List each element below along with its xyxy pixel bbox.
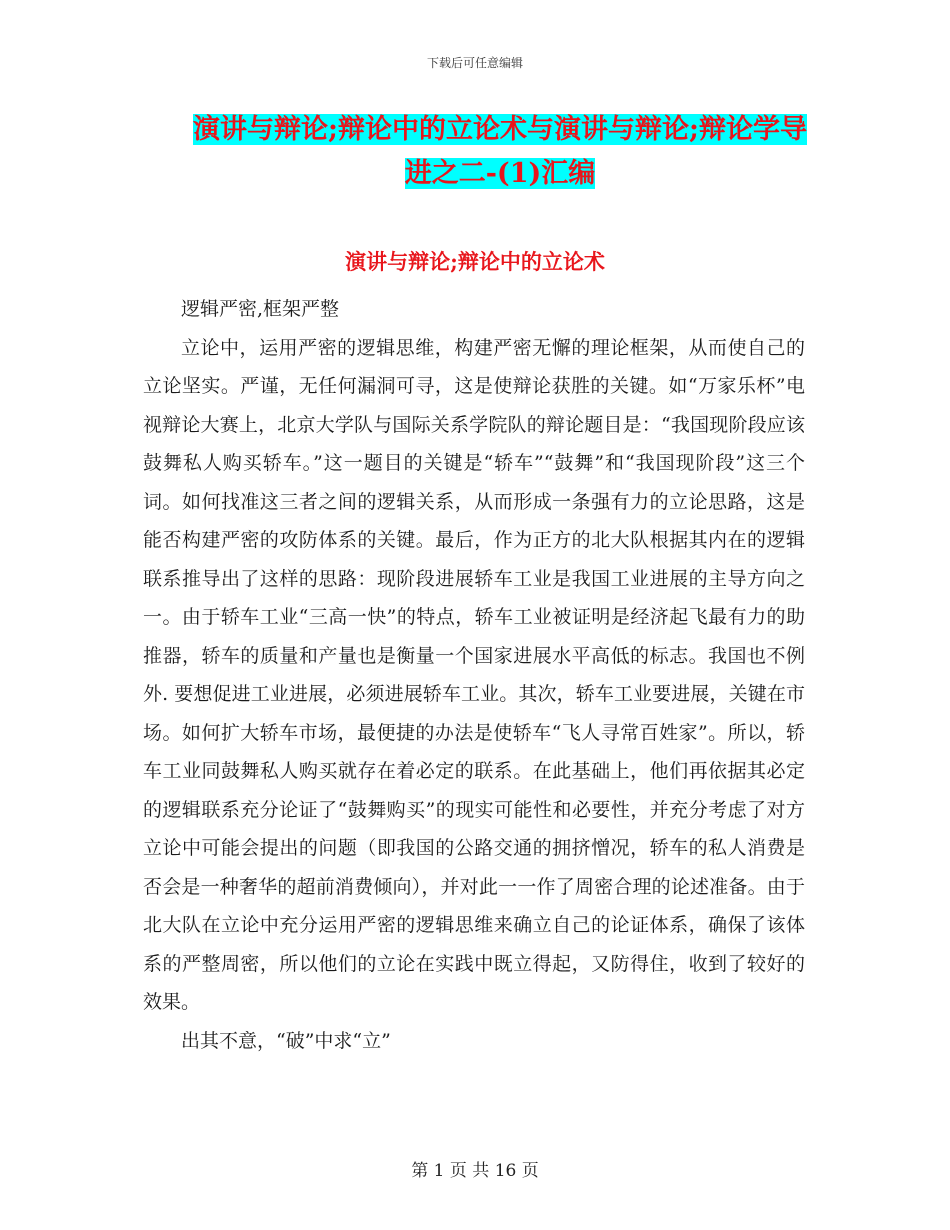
- document-title: [180, 108, 820, 196]
- document-body: [143, 290, 805, 1060]
- page-footer: 第 1 页 共 16 页: [411, 1161, 539, 1181]
- subheading: 逻辑严密,框架严整: [181, 298, 340, 320]
- subheading: 出其不意，“破”中求“立”: [181, 1029, 391, 1052]
- paragraph: 立论中，运用严密的逻辑思维，构建严密无懈的理论框架，从而使自己的立论坚实。严谨，无任何漏洞可寻，这是使辩论获胜的关键。如“万家乐杯”电视辩论大赛上，北京大学队与国际关系学院队的辩论题目是：“我国现阶段应该鼓舞私人购买轿车。”这一题目的关键是“轿车”“鼓舞”和“我国现阶段”这三个词。如何找准这三者之间的逻辑关系，从而形成一条强有力的立论思路，这是能否构建严密的攻防体系的关键。最后，作为正方的北大队根据其内在的逻辑联系推导出了这样的思路：现阶段进展轿车工业是我国工业进展的主导方向之一。由于轿车工业“三高一快”的特点，轿车工业被证明是经济起飞最有力的助推器，轿车的质量和产量也是衡量一个国家进展水平高低的标志。我国也不例外. 要想促进工业进展，必须进展轿车工业。其次，轿车工业要进展，关键在市场。如何扩大轿车市场，最便捷的办法是使轿车“飞人寻常百姓家”。所以，轿车工业同鼓舞私人购买就存在着必定的联系。在此基础上，他们再依据其必定的逻辑联系充分论证了“鼓舞购买”的现实可能性和必要性，并充分考虑了对方立论中可能会提出的问题（即我国的公路交通的拥挤憎况，轿车的私人消费是否会是一种奢华的超前消费倾向），并对此一一作了周密合理的论述准备。由于北大队在立论中充分运用严密的逻辑思维来确立自己的论证体系，确保了该体系的严整周密，所以他们的立论在实践中既立得起，又防得住，收到了较好的效果。: [143, 336, 805, 1013]
- document-title-text: 演讲与辩论;辩论中的立论术与演讲与辩论;辩论学导进之二-(1)汇编: [193, 114, 807, 189]
- section-title: 演讲与辩论;辩论中的立论术: [345, 249, 605, 274]
- header-note: 下载后可任意编辑: [426, 56, 523, 70]
